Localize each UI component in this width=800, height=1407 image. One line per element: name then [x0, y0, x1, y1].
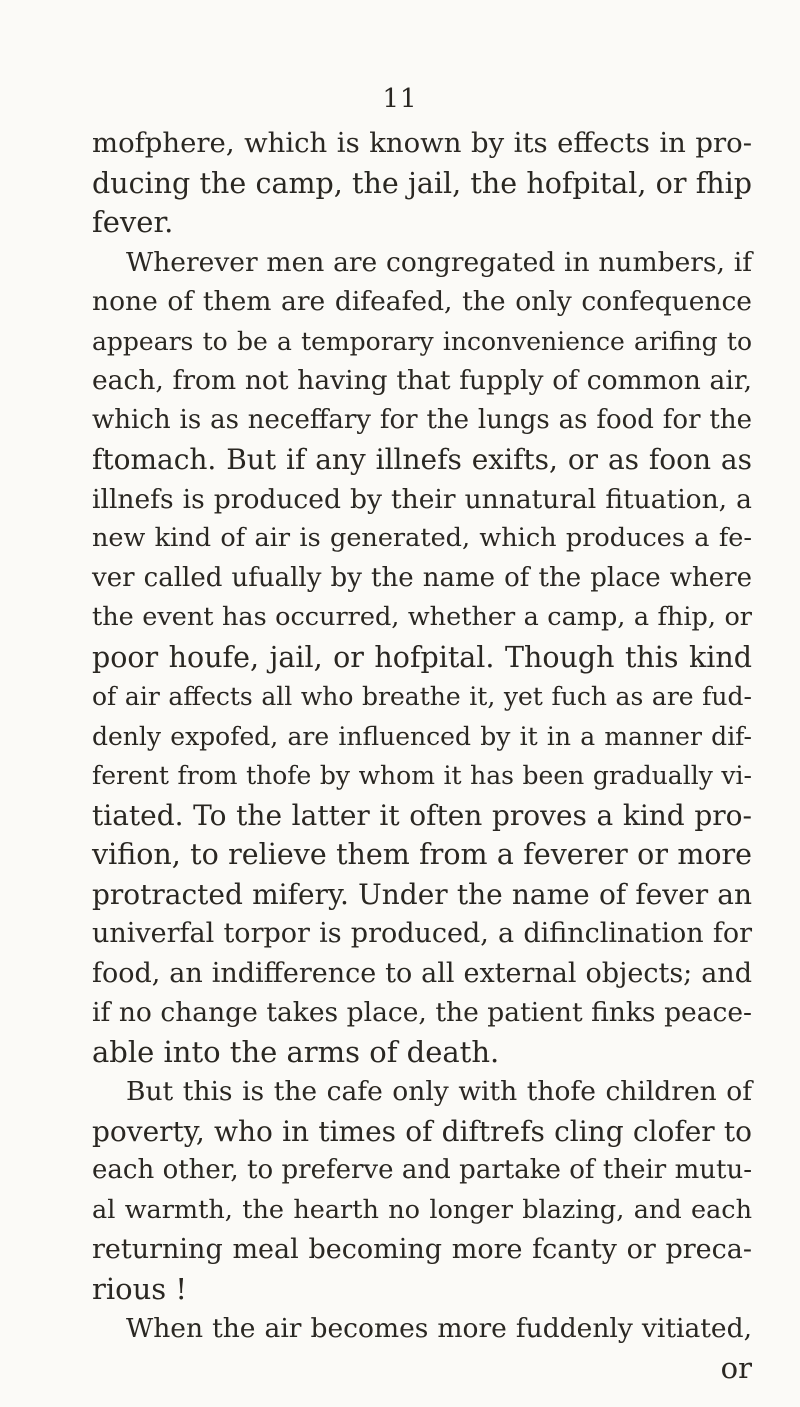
text-line: But this is the cafe only with thofe children of [126, 1076, 752, 1107]
page-number: 11 [382, 84, 418, 114]
text-line: fever. [92, 205, 174, 239]
text-line: ver called ufually by the name of the place where [92, 562, 752, 593]
text-line: rious ! [92, 1271, 188, 1306]
text-line: if no change takes place, the patient finks peace- [92, 997, 752, 1028]
text-line: tiated. To the latter it often proves a kind pro- [92, 798, 752, 832]
text-line: univerfal torpor is produced, a difinclination for [92, 918, 752, 949]
text-line: protracted mifery. Under the name of fever an [92, 877, 752, 911]
text-line: of air affects all who breathe it, yet fuch as are fud- [92, 682, 752, 711]
text-line: vifion, to relieve them from a feverer or more [92, 838, 752, 871]
body-text [92, 124, 752, 1388]
text-line: denly expofed, are influenced by it in a manner dif- [92, 721, 752, 751]
text-line: which is as neceffary for the lungs as food for the [92, 404, 752, 435]
text-line: poor houfe, jail, or hofpital. Though this kind [92, 640, 752, 674]
text-line: new kind of air is generated, which produces a fe- [92, 523, 752, 553]
text-line: each, from not having that fupply of common air, [92, 365, 752, 396]
text-line: ducing the camp, the jail, the hofpital, or fhip [92, 166, 752, 200]
text-line: Wherever men are congregated in numbers, if [126, 246, 752, 278]
text-line: illnefs is produced by their unnatural fituation, a [92, 483, 752, 515]
text-line: the event has occurred, whether a camp, a fhip, or [92, 602, 752, 632]
text-line: appears to be a temporary inconvenience arifing to [92, 326, 752, 356]
text-line: able into the arms of death. [92, 1034, 500, 1069]
text-line: When the air becomes more fuddenly vitiated, [126, 1313, 752, 1344]
text-line: food, an indifference to all external objects; and [92, 957, 752, 989]
text-line: ferent from thofe by whom it has been gradually vi- [92, 761, 752, 790]
text-line: each other, to preferve and partake of their mutu- [92, 1155, 752, 1185]
text-line: poverty, who in times of diftrefs cling clofer to [92, 1114, 752, 1148]
text-line: mofphere, which is known by its effects in pro- [92, 127, 752, 159]
text-line: ftomach. But if any illnefs exifts, or as foon as [92, 443, 752, 476]
text-line: returning meal becoming more fcanty or preca- [92, 1234, 752, 1265]
catchword: or [720, 1350, 752, 1385]
text-line: al warmth, the hearth no longer blazing, and each [92, 1194, 752, 1225]
text-line: none of them are difeafed, the only confequence [92, 286, 752, 317]
